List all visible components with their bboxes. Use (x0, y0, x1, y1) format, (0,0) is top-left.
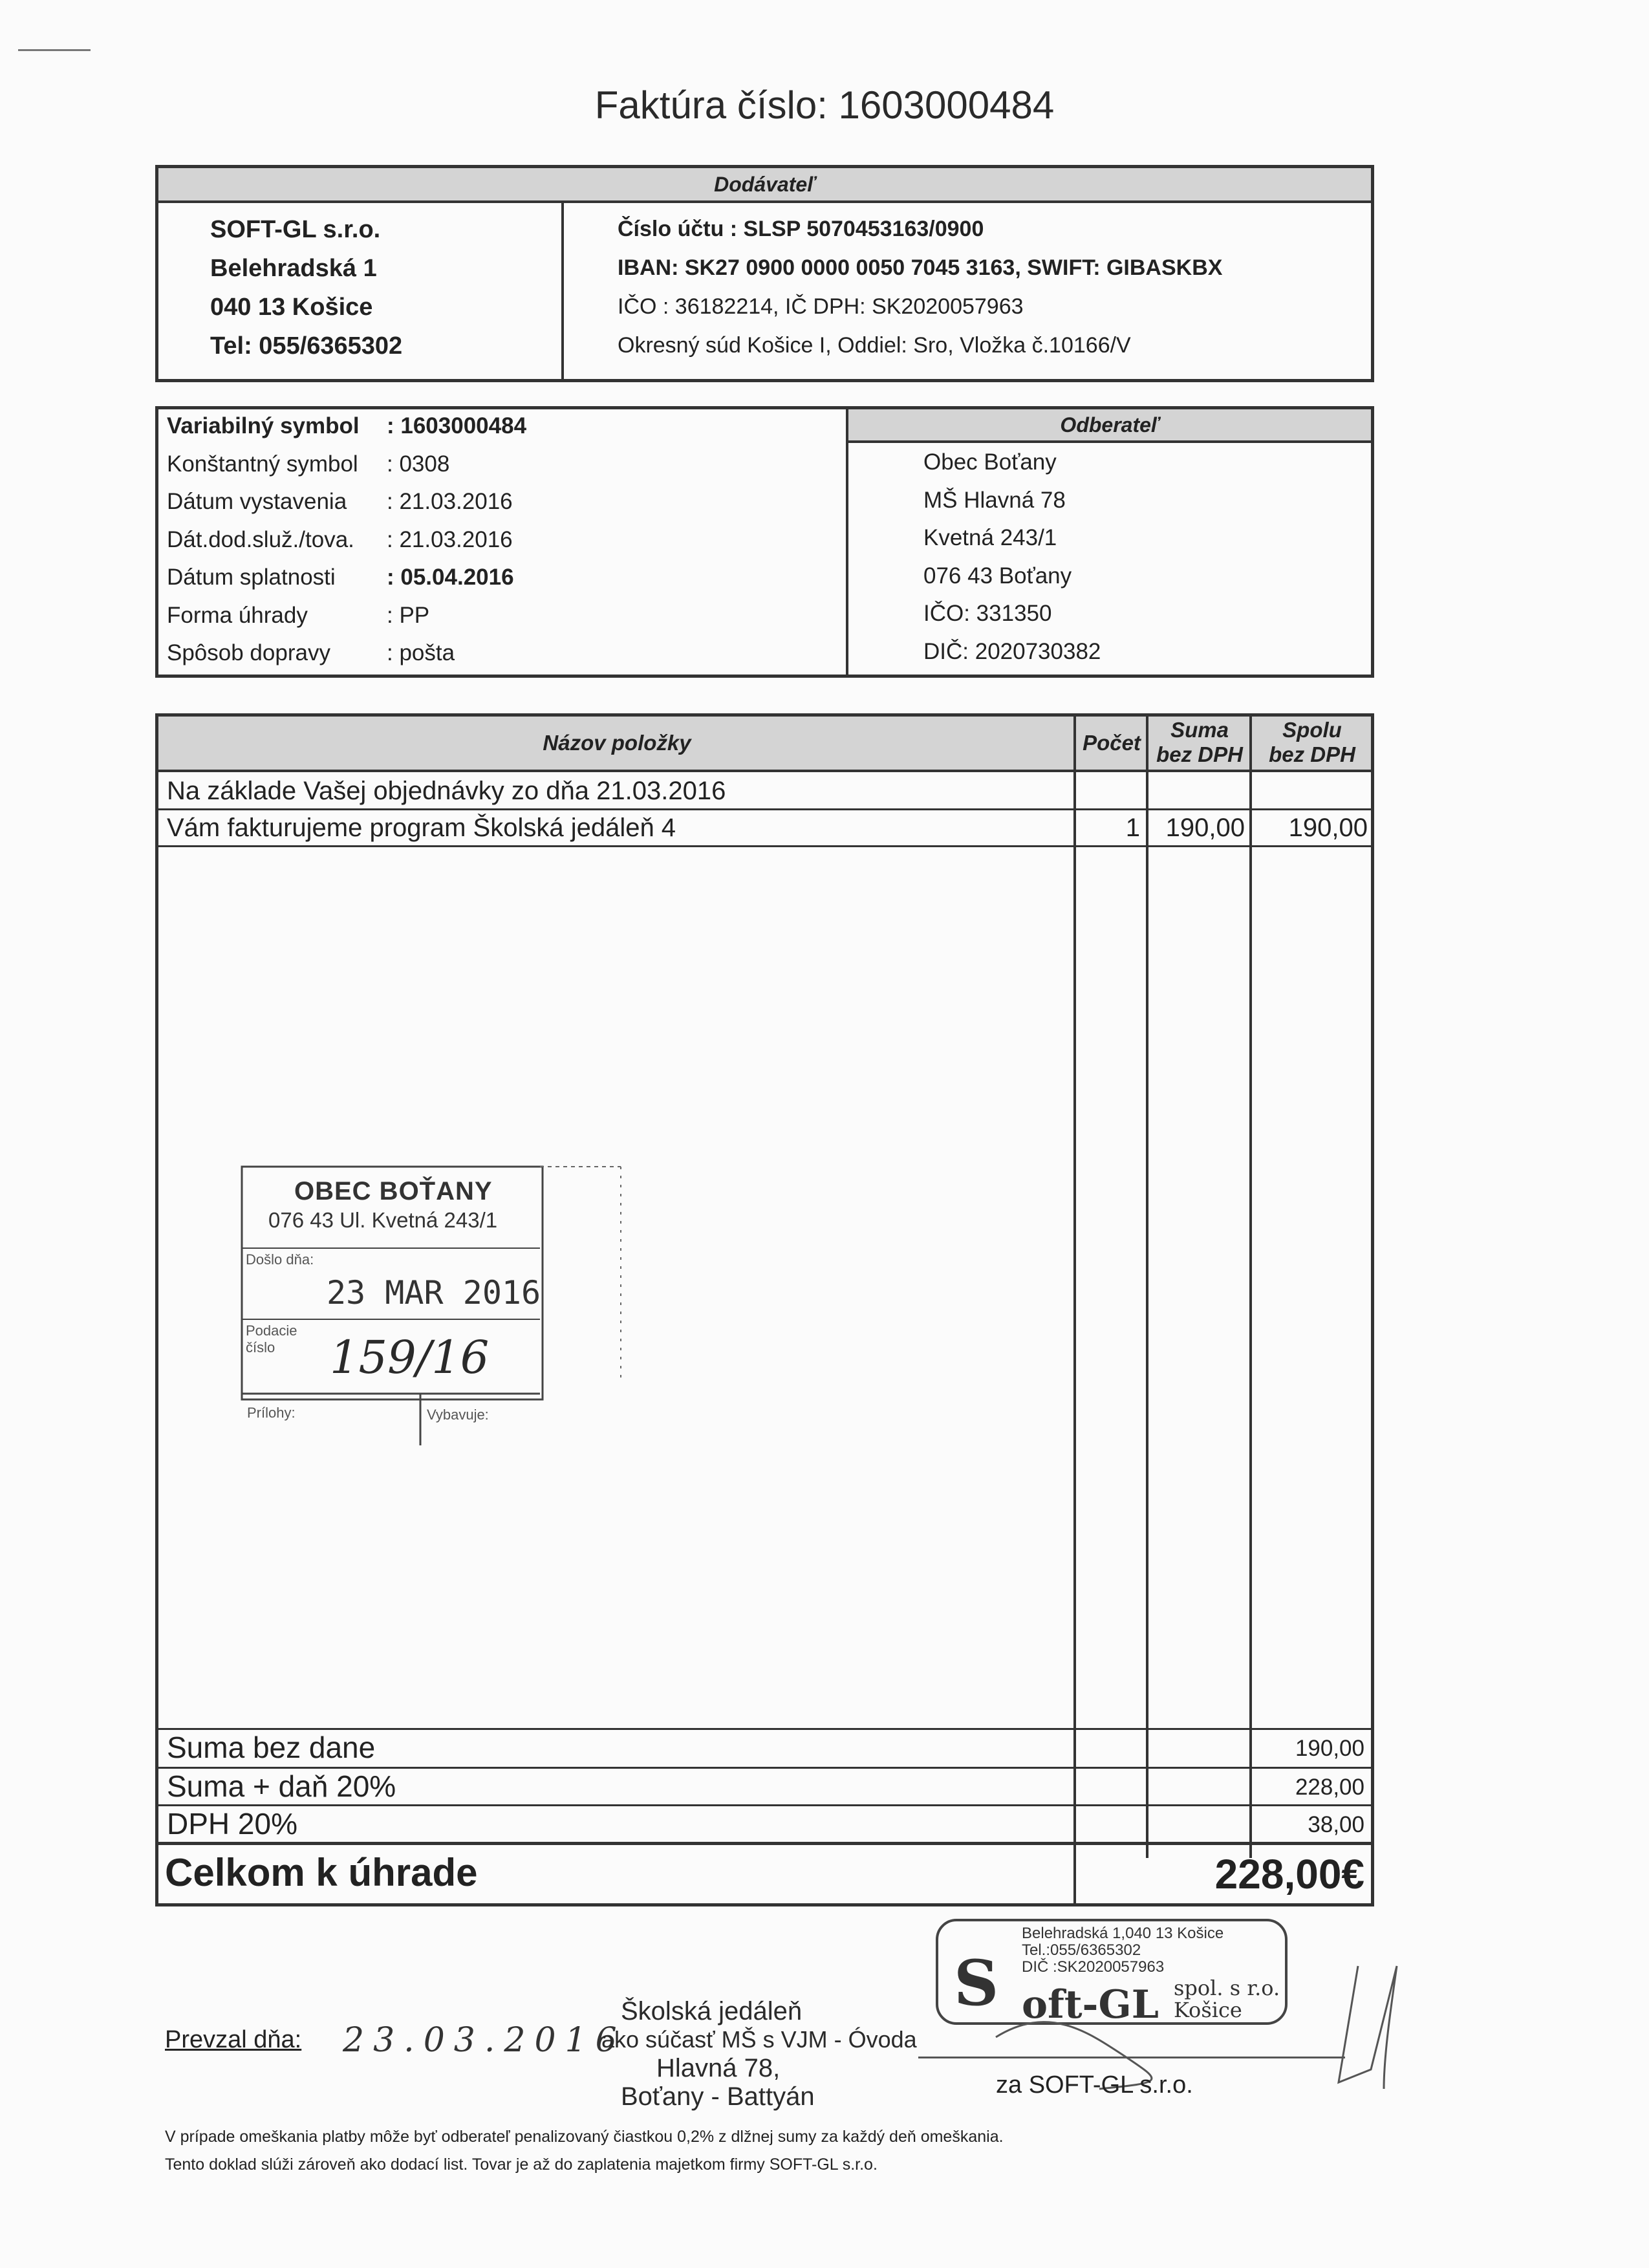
meta-label: Dátum splatnosti (167, 565, 336, 590)
supplier-bank-info (618, 210, 1222, 365)
supplier-stamp-line-3: DIČ :SK2020057963 (1022, 1958, 1165, 1976)
item-row-1-name: Na základe Vašej objednávky zo dňa 21.03.2016 (167, 777, 726, 805)
meta-value: : 05.04.2016 (387, 565, 514, 590)
meta-value: : 1603000484 (387, 413, 527, 438)
invoice-meta (167, 407, 526, 673)
supplier-stamp-sub-2: Košice (1174, 1998, 1242, 2022)
customer-line: 076 43 Boťany (923, 563, 1072, 589)
vat-label: DPH 20% (167, 1807, 297, 1841)
totals-divider-3 (158, 1842, 1371, 1845)
stamp-office-address: 076 43 Ul. Kvetná 243/1 (268, 1208, 498, 1232)
invoice-title: Faktúra číslo: 1603000484 (594, 83, 1055, 127)
meta-row (167, 597, 526, 635)
meta-value: : 0308 (387, 451, 450, 477)
col-header-name: Názov položky (543, 731, 691, 755)
meta-divider (846, 409, 848, 676)
footer-note-penalty: V prípade omeškania platby môže byť odberateľ penalizovaný čiastkou 0,2% z dlžnej sumy za každý deň omeškania. (165, 2128, 1004, 2146)
customer-line: Kvetná 243/1 (923, 525, 1057, 550)
meta-label: Spôsob dopravy (167, 640, 330, 665)
school-stamp-line-3: Hlavná 78, (656, 2054, 781, 2082)
meta-label: Forma úhrady (167, 602, 308, 628)
row-divider-2 (158, 845, 1371, 847)
supplier-address (210, 210, 402, 365)
supplier-stamp-sub-1: spol. s r.o. (1174, 1976, 1280, 2000)
meta-row (167, 521, 526, 559)
total-with-tax-value: 228,00 (1295, 1775, 1364, 1800)
footer-note-delivery: Tento doklad slúži zároveň ako dodací list. Tovar je až do zaplatenia majetkom firmy SOFT-GL s.r.o. (165, 2155, 878, 2174)
col-divider-count (1073, 717, 1076, 1903)
supplier-stamp-line-1: Belehradská 1,040 13 Košice (1022, 1925, 1224, 1942)
item-row-2-count: 1 (1125, 814, 1140, 842)
customer-line: MŠ Hlavná 78 (923, 487, 1066, 513)
total-with-tax-label: Suma + daň 20% (167, 1769, 396, 1803)
customer-line: Obec Boťany (923, 449, 1057, 475)
stamp-label-handles: Vybavuje: (427, 1407, 489, 1423)
school-stamp (601, 1997, 938, 2111)
supplier-name: SOFT-GL s.r.o. (210, 216, 381, 243)
item-row-2-name: Vám fakturujeme program Školská jedáleň 4 (167, 814, 676, 842)
meta-label: Variabilný symbol (167, 413, 360, 438)
vat-value: 38,00 (1308, 1812, 1364, 1837)
total-without-tax-value: 190,00 (1295, 1736, 1364, 1761)
signature-line (918, 2057, 1345, 2058)
item-row-2-sum: 190,00 (1165, 814, 1245, 842)
meta-value: : pošta (387, 640, 455, 665)
meta-value: : 21.03.2016 (387, 489, 513, 514)
customer-line: IČO: 331350 (923, 601, 1052, 626)
stamp-label-number: Podacie číslo (246, 1323, 297, 1355)
col-header-sum-1: Suma (1170, 718, 1229, 742)
supplier-street: Belehradská 1 (210, 255, 377, 282)
meta-label: Konštantný symbol (167, 451, 358, 477)
stamp-label-attachments: Prílohy: (247, 1405, 296, 1421)
supplier-header: Dodávateľ (158, 168, 1371, 203)
meta-row (167, 634, 526, 673)
supplier-ico: IČO : 36182214, IČ DPH: SK2020057963 (618, 294, 1024, 319)
school-stamp-line-1: Školská jedáleň (621, 1997, 803, 2025)
col-header-sum-2: bez DPH (1156, 742, 1243, 766)
received-date-label: Prevzal dňa: (165, 2026, 302, 2053)
meta-row (167, 483, 526, 521)
customer-line: DIČ: 2020730382 (923, 638, 1101, 664)
meta-label: Dátum vystavenia (167, 489, 347, 514)
supplier-city: 040 13 Košice (210, 294, 373, 321)
col-header-total-1: Spolu (1282, 718, 1342, 742)
stamp-date: 23 MAR 2016 (327, 1274, 541, 1312)
supplier-stamp-line-2: Tel.:055/6365302 (1022, 1941, 1141, 1959)
stamp-number-handwritten: 159/16 (330, 1331, 490, 1384)
col-header-total-2: bez DPH (1269, 742, 1355, 766)
supplier-court: Okresný súd Košice I, Oddiel: Sro, Vložka č.10166/V (618, 333, 1131, 358)
grand-total-value: 228,00€ (1214, 1851, 1364, 1897)
meta-label: Dát.dod.služ./tova. (167, 526, 354, 552)
meta-value: : PP (387, 602, 430, 628)
item-row-2-total: 190,00 (1288, 814, 1368, 842)
supplier-signature-caption: za SOFT-GL s.r.o. (996, 2071, 1193, 2099)
col-header-count: Počet (1083, 731, 1141, 755)
customer-address (923, 444, 1101, 671)
meta-row (167, 446, 526, 484)
supplier-phone: Tel: 055/6365302 (210, 332, 403, 360)
school-stamp-line-4: Boťany - Battyán (621, 2082, 815, 2111)
supplier-stamp-logo-text: oft-GL (1022, 1982, 1159, 2027)
meta-value: : 21.03.2016 (387, 526, 513, 552)
scan-mark (18, 49, 91, 51)
grand-total-label: Celkom k úhrade (165, 1851, 478, 1894)
meta-row (167, 559, 526, 597)
received-stamp (239, 1164, 627, 1449)
supplier-divider (561, 202, 564, 380)
col-divider-total (1249, 717, 1252, 1858)
col-divider-sum (1146, 717, 1148, 1858)
meta-row (167, 407, 526, 446)
stamp-office-name: OBEC BOŤANY (294, 1177, 493, 1205)
school-stamp-line-2: ako súčasť MŠ s VJM - Óvoda (601, 2026, 917, 2053)
supplier-iban: IBAN: SK27 0900 0000 0050 7045 3163, SWIFT: GIBASKBX (618, 255, 1223, 280)
supplier-stamp-logo-s: S (954, 1947, 999, 2020)
total-without-tax-label: Suma bez dane (167, 1731, 376, 1764)
customer-header: Odberateľ (848, 409, 1371, 443)
received-date-handwritten: 23.03.2016 (343, 2021, 626, 2060)
stamp-label-date: Došlo dňa: (246, 1251, 314, 1268)
supplier-account: Číslo účtu : SLSP 5070453163/0900 (618, 217, 984, 241)
